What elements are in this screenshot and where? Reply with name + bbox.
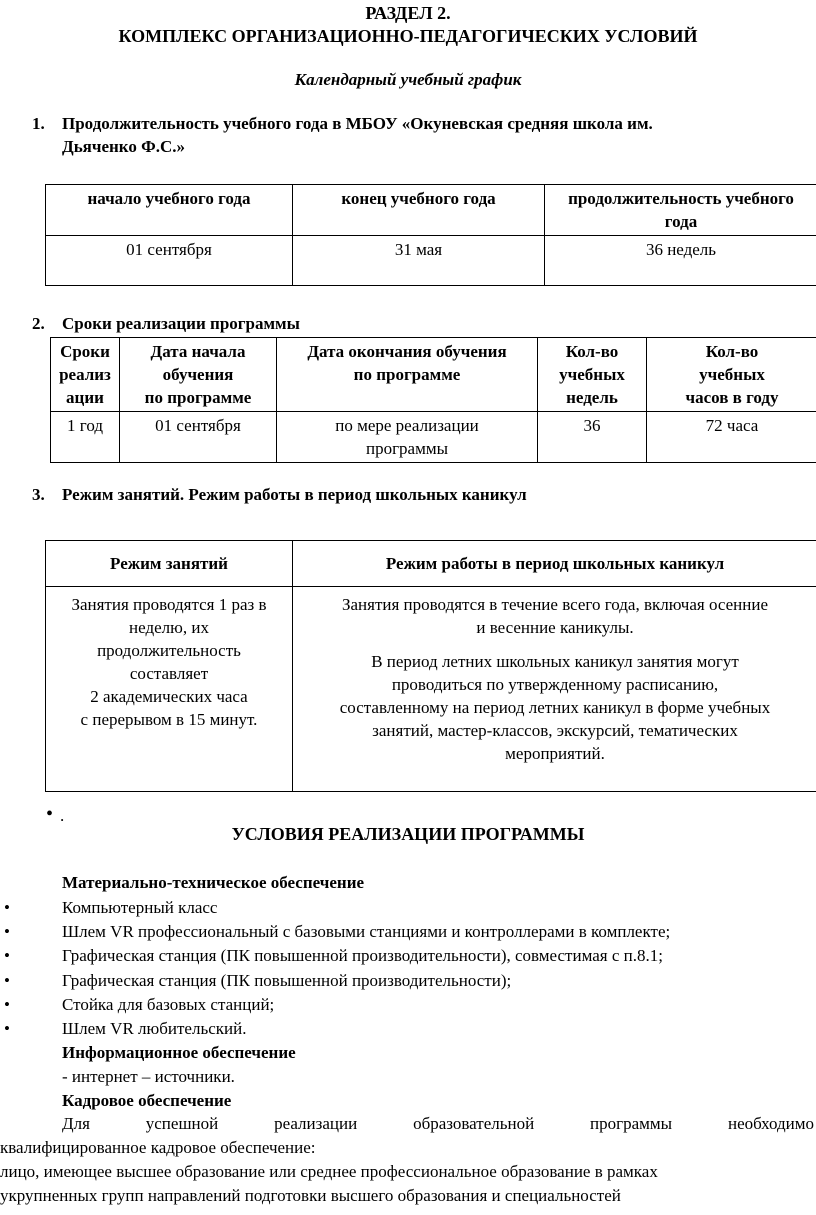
section-title: РАЗДЕЛ 2. <box>365 3 451 23</box>
header-weeks: Кол-во учебных недель <box>538 338 647 412</box>
list-item: • Графическая станция (ПК повышенной производительности); <box>62 969 816 993</box>
staff-line2: квалифицированное кадровое обеспечение: <box>0 1138 316 1157</box>
header-start: начало учебного года <box>46 185 293 236</box>
header-end-date: Дата окончания обучения по программе <box>277 338 538 412</box>
staff-heading: Кадровое обеспечение <box>62 1091 232 1110</box>
header-holiday-mode: Режим работы в период школьных каникул <box>293 541 816 587</box>
item1-line2: Дьяченко Ф.С.» <box>62 137 186 156</box>
header-end: конец учебного года <box>293 185 545 236</box>
list-item: • Шлем VR любительский. <box>62 1017 816 1041</box>
stray-dot: . <box>60 806 65 825</box>
list-item: • Шлем VR профессиональный с базовыми станциями и контроллерами в комплекте; <box>62 920 816 944</box>
schedule-heading: Календарный учебный график <box>294 70 522 89</box>
mt-heading: Материально-техническое обеспечение <box>62 873 365 892</box>
stray-bullet-icon: • <box>46 803 54 825</box>
header-class-mode: Режим занятий <box>46 541 293 587</box>
staff-line3: лицо, имеющее высшее образование или среднее профессиональное образование в рамках <box>0 1162 658 1181</box>
header-start-date: Дата начала обучения по программе <box>120 338 277 412</box>
mt-list <box>62 896 816 1041</box>
list-item: • Графическая станция (ПК повышенной производительности), совместимая с п.8.1; <box>62 944 816 968</box>
list-item: • Компьютерный класс <box>62 896 816 920</box>
cell-start-date: 01 сентября <box>120 412 277 463</box>
item1-line1: Продолжительность учебного года в МБОУ «Окуневская средняя школа им. <box>62 114 653 133</box>
item2-number: 2. <box>32 314 45 333</box>
program-terms-table <box>50 337 816 463</box>
staff-line1: Для успешной реализации образовательной программы необходимо <box>62 1114 814 1133</box>
cell-hours: 72 часа <box>647 412 816 463</box>
header-hours: Кол-во учебных часов в году <box>647 338 816 412</box>
header-duration: продолжительность учебного года <box>545 185 816 236</box>
section-subtitle: КОМПЛЕКС ОРГАНИЗАЦИОННО-ПЕДАГОГИЧЕСКИХ УСЛОВИЙ <box>118 26 698 46</box>
info-heading: Информационное обеспечение <box>62 1043 296 1062</box>
cell-start: 01 сентября <box>46 236 293 286</box>
cell-duration: 36 недель <box>545 236 816 286</box>
item3-number: 3. <box>32 485 45 504</box>
info-text: - интернет – источники. <box>62 1067 235 1086</box>
schedule-mode-table <box>45 540 816 792</box>
item2-label: Сроки реализации программы <box>62 314 300 333</box>
cell-weeks: 36 <box>538 412 647 463</box>
cell-end: 31 мая <box>293 236 545 286</box>
item3-label: Режим занятий. Режим работы в период школьных каникул <box>62 485 527 504</box>
cell-holiday-mode: Занятия проводятся в течение всего года, включая осенние и весенние каникулы. В период летних школьных каникул занятия могут проводиться по утвержденному расписанию, составленному на период летних каникул в форме учебных занятий, мастер-классов, экскурсий, тематических мероприятий. <box>293 587 816 792</box>
item1-text <box>62 112 812 158</box>
cell-term: 1 год <box>51 412 120 463</box>
header-terms: Сроки реализ ации <box>51 338 120 412</box>
school-year-table <box>45 184 816 286</box>
list-item: • Стойка для базовых станций; <box>62 993 816 1017</box>
item1-number: 1. <box>32 114 45 133</box>
cell-class-mode: Занятия проводятся 1 раз в неделю, их продолжительность составляет 2 академических часа с перерывом в 15 минут. <box>46 587 293 792</box>
staff-line4: укрупненных групп направлений подготовки высшего образования и специальностей <box>0 1186 621 1205</box>
conditions-title: УСЛОВИЯ РЕАЛИЗАЦИИ ПРОГРАММЫ <box>231 824 585 844</box>
cell-end-date: по мере реализации программы <box>277 412 538 463</box>
